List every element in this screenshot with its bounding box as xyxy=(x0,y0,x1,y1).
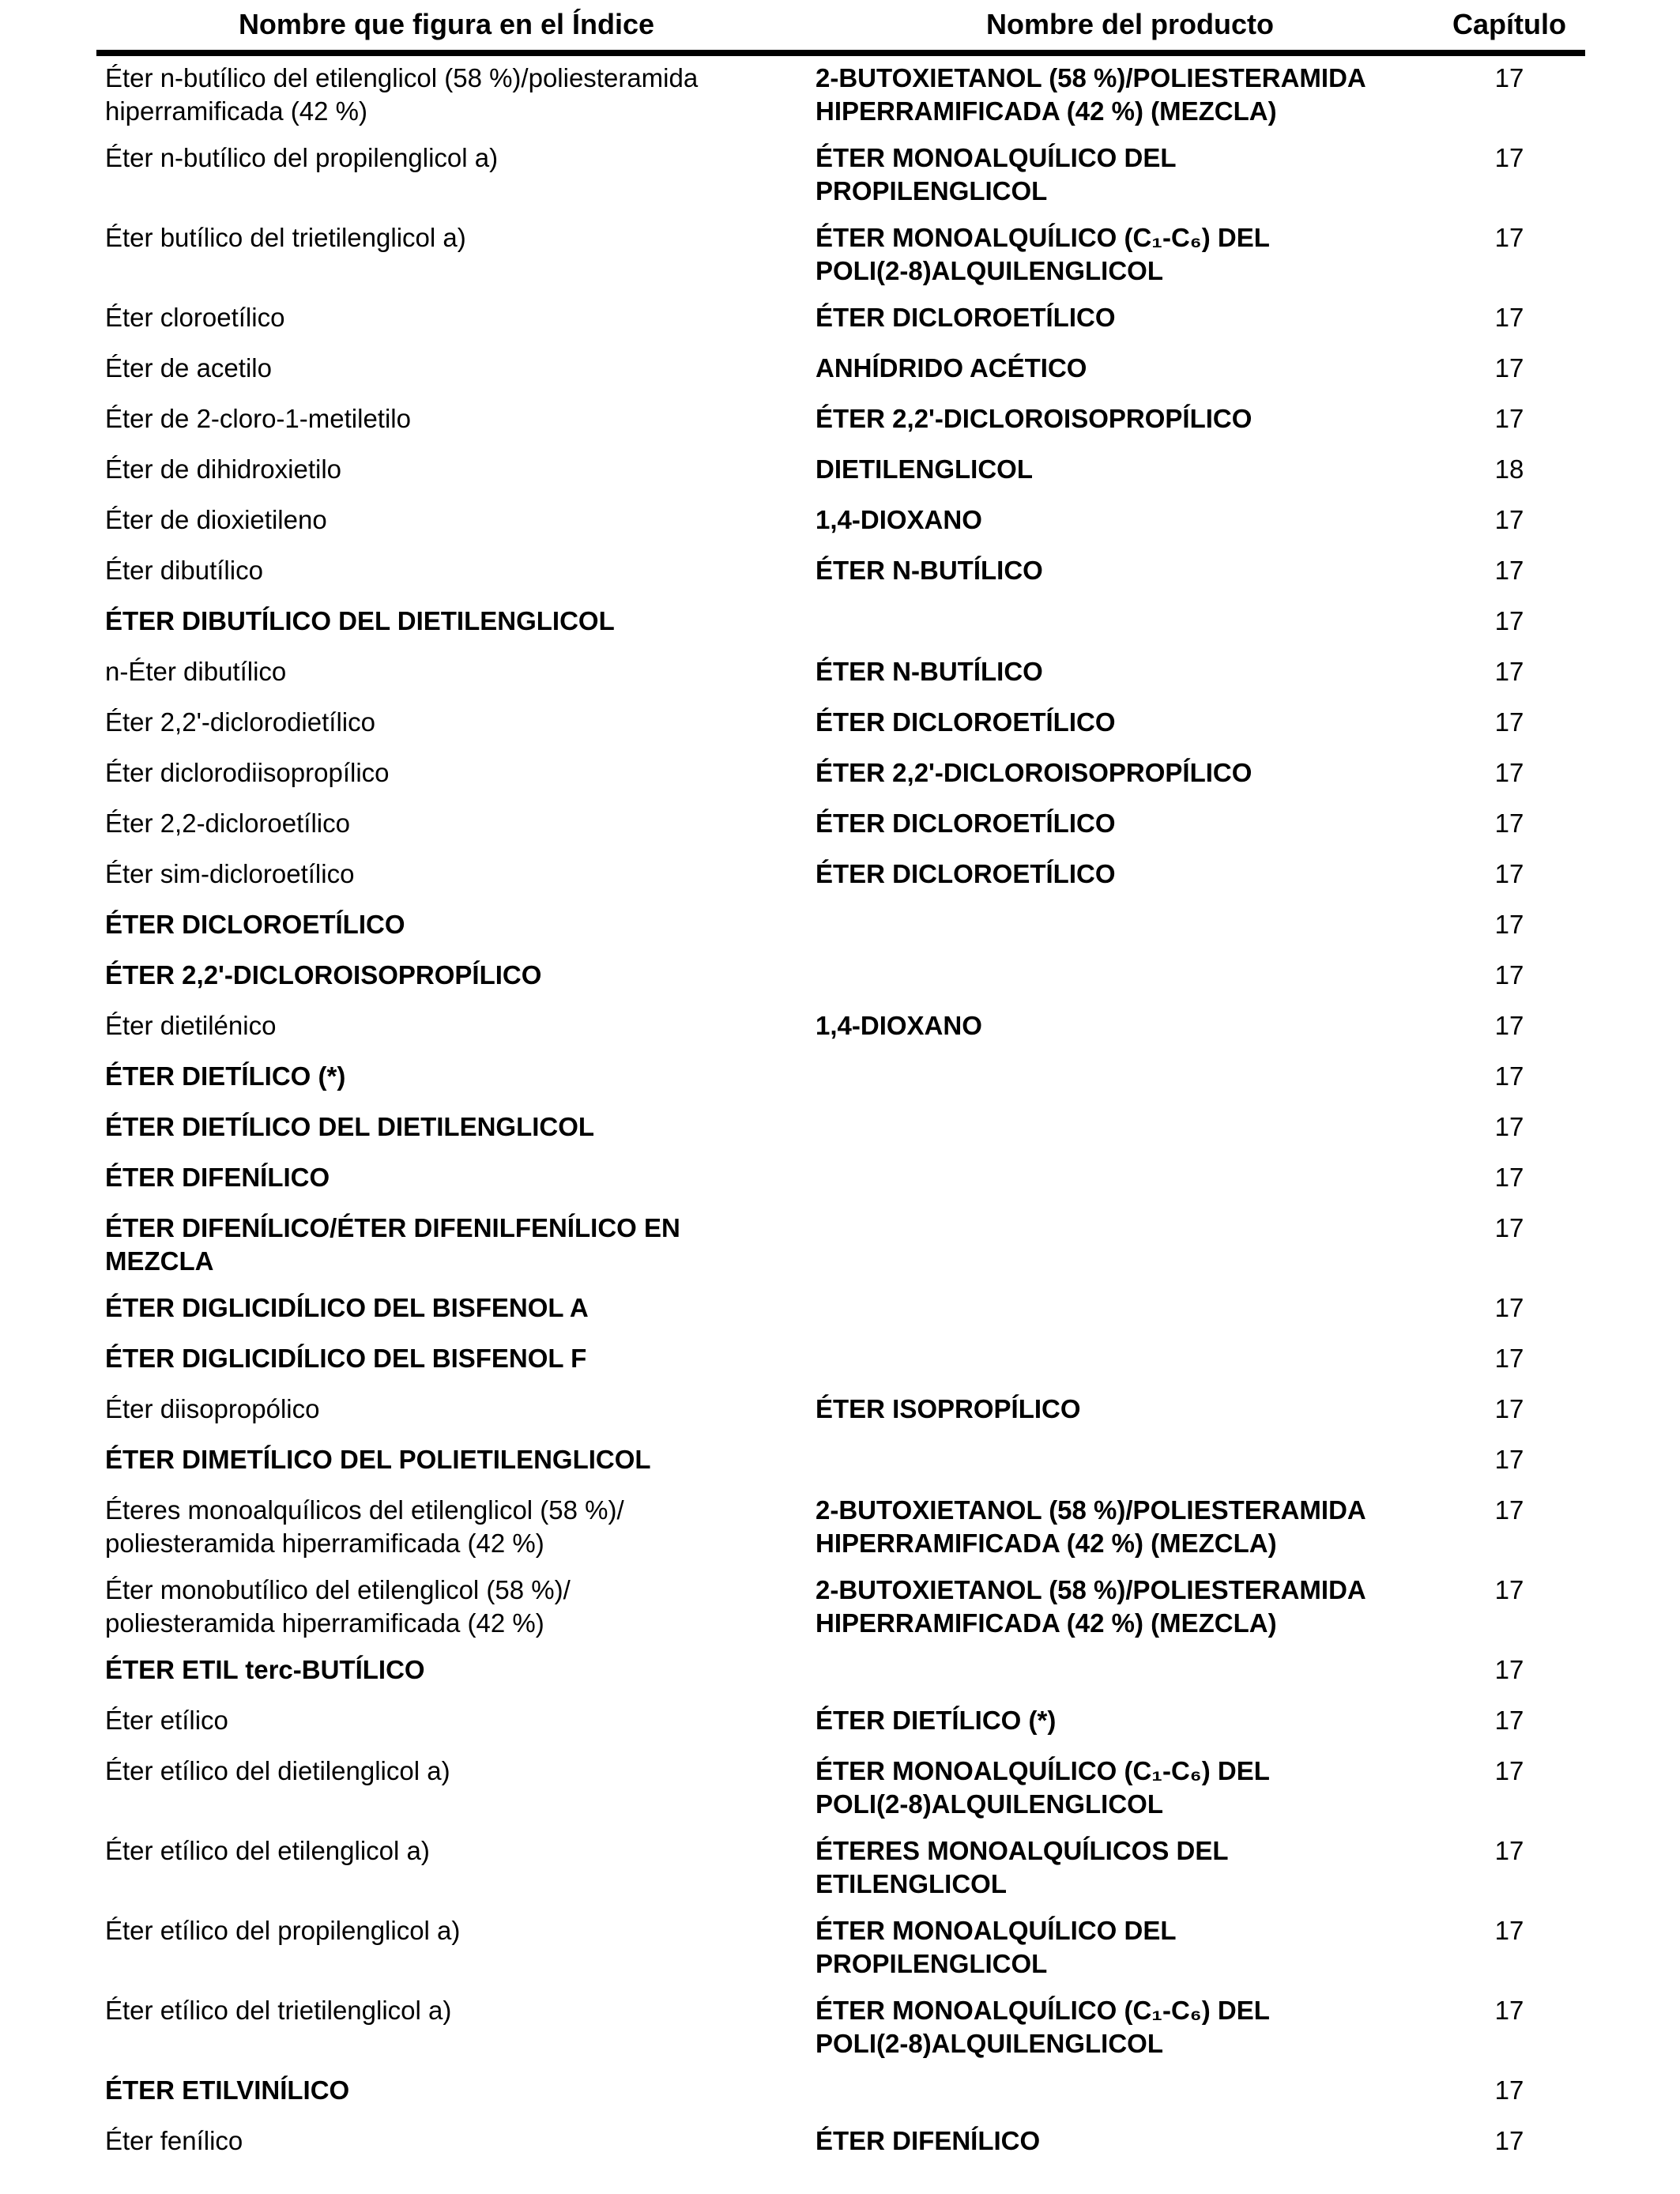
chapter-cell: 17 xyxy=(1494,404,1524,433)
product-name-cell xyxy=(816,655,1440,688)
product-name-cell xyxy=(816,1704,1440,1737)
index-name-line: poliesteramida hiperramificada (42 %) xyxy=(105,1529,544,1558)
index-name-line: ÉTER DIFENÍLICO/ÉTER DIFENILFENÍLICO EN xyxy=(105,1213,680,1242)
product-name-cell xyxy=(816,352,1440,385)
product-name-cell xyxy=(816,301,1440,334)
product-name-cell xyxy=(816,1914,1440,1981)
product-name-cell xyxy=(816,141,1440,208)
index-name-line: Éter 2,2'-diclorodietílico xyxy=(105,707,375,737)
product-name-line: ÉTER ISOPROPÍLICO xyxy=(816,1394,1081,1423)
index-name-line: Éter cloroetílico xyxy=(105,303,285,332)
index-name-line: Éter sim-dicloroetílico xyxy=(105,859,355,888)
product-name-line: ÉTER DICLOROETÍLICO xyxy=(816,809,1116,838)
index-name-cell xyxy=(105,908,777,941)
index-name-line: ÉTER DIGLICIDÍLICO DEL BISFENOL A xyxy=(105,1293,589,1322)
product-name-line: 2-BUTOXIETANOL (58 %)/POLIESTERAMIDA xyxy=(816,63,1366,92)
index-name-line: MEZCLA xyxy=(105,1246,214,1276)
product-name-line: ÉTER DIETÍLICO (*) xyxy=(816,1706,1057,1735)
index-name-cell xyxy=(105,959,777,992)
product-name-line: PROPILENGLICOL xyxy=(816,1949,1048,1978)
product-name-cell xyxy=(816,1009,1440,1042)
product-name-line: HIPERRAMIFICADA (42 %) (MEZCLA) xyxy=(816,96,1277,126)
product-name-line: HIPERRAMIFICADA (42 %) (MEZCLA) xyxy=(816,1529,1277,1558)
chapter-cell: 17 xyxy=(1494,910,1524,939)
chapter-cell: 17 xyxy=(1494,1344,1524,1373)
chapter-cell: 17 xyxy=(1494,63,1524,92)
index-name-cell xyxy=(105,62,777,128)
product-name-line: ÉTER DICLOROETÍLICO xyxy=(816,303,1116,332)
chapter-cell: 17 xyxy=(1494,1011,1524,1040)
chapter-cell: 17 xyxy=(1494,657,1524,686)
chapter-cell: 17 xyxy=(1494,1445,1524,1474)
product-name-cell xyxy=(816,2124,1440,2158)
product-name-cell xyxy=(816,1834,1440,1901)
index-name-line: Éter fenílico xyxy=(105,2126,243,2155)
index-name-line: Éter 2,2-dicloroetílico xyxy=(105,809,350,838)
index-name-line: Éter de acetilo xyxy=(105,353,272,383)
chapter-cell: 17 xyxy=(1494,143,1524,172)
product-name-line: ÉTER 2,2'-DICLOROISOPROPÍLICO xyxy=(816,758,1252,787)
index-name-line: ÉTER ETILVINÍLICO xyxy=(105,2075,350,2105)
chapter-cell: 17 xyxy=(1494,556,1524,585)
index-name-line: Éter n-butílico del propilenglicol a) xyxy=(105,143,499,172)
chapter-cell: 17 xyxy=(1494,859,1524,888)
product-name-cell xyxy=(816,807,1440,840)
index-name-cell xyxy=(105,141,777,175)
chapter-cell: 17 xyxy=(1494,1836,1524,1865)
index-name-cell xyxy=(105,807,777,840)
index-name-cell xyxy=(105,706,777,739)
product-name-line: PROPILENGLICOL xyxy=(816,176,1048,205)
product-name-cell xyxy=(816,402,1440,435)
chapter-cell: 17 xyxy=(1494,809,1524,838)
index-name-line: ÉTER DIETÍLICO (*) xyxy=(105,1061,346,1091)
index-name-cell xyxy=(105,301,777,334)
index-name-line: Éter etílico xyxy=(105,1706,228,1735)
product-name-line: ETILENGLICOL xyxy=(816,1869,1007,1898)
index-name-line: n-Éter dibutílico xyxy=(105,657,287,686)
chapter-cell: 17 xyxy=(1494,1163,1524,1192)
chapter-cell: 17 xyxy=(1494,1655,1524,1684)
product-name-line: ÉTER DIFENÍLICO xyxy=(816,2126,1041,2155)
index-name-line: Éter n-butílico del etilenglicol (58 %)/poliesteramida xyxy=(105,63,699,92)
product-name-line: HIPERRAMIFICADA (42 %) (MEZCLA) xyxy=(816,1608,1277,1638)
product-name-line: ÉTER MONOALQUÍLICO (C₁-C₆) DEL xyxy=(816,1756,1270,1785)
index-name-line: ÉTER DIFENÍLICO xyxy=(105,1163,330,1192)
product-name-cell xyxy=(816,453,1440,486)
chapter-cell: 17 xyxy=(1494,1293,1524,1322)
index-name-cell xyxy=(105,1653,777,1687)
chapter-cell: 17 xyxy=(1494,1706,1524,1735)
index-name-line: Éter diisopropólico xyxy=(105,1394,320,1423)
product-name-cell xyxy=(816,62,1440,128)
chapter-cell: 17 xyxy=(1494,758,1524,787)
column-header-product-name: Nombre del producto xyxy=(985,8,1274,40)
chapter-cell: 17 xyxy=(1494,1112,1524,1141)
product-name-line: DIETILENGLICOL xyxy=(816,454,1033,484)
chapter-cell: 17 xyxy=(1494,2126,1524,2155)
index-name-cell xyxy=(105,554,777,587)
product-name-line: ÉTER DICLOROETÍLICO xyxy=(816,707,1116,737)
product-name-cell xyxy=(816,756,1440,790)
chapter-cell: 17 xyxy=(1494,223,1524,252)
index-name-line: Éter de 2-cloro-1-metiletilo xyxy=(105,404,411,433)
chapter-cell: 17 xyxy=(1494,606,1524,635)
product-name-line: ÉTERES MONOALQUÍLICOS DEL xyxy=(816,1836,1229,1865)
index-name-cell xyxy=(105,1755,777,1788)
index-name-line: Éter dibutílico xyxy=(105,556,263,585)
index-name-line: ÉTER DICLOROETÍLICO xyxy=(105,910,405,939)
product-name-line: 1,4-DIOXANO xyxy=(816,1011,982,1040)
product-name-line: ÉTER DICLOROETÍLICO xyxy=(816,859,1116,888)
index-name-line: ÉTER 2,2'-DICLOROISOPROPÍLICO xyxy=(105,960,542,990)
product-name-line: ÉTER N-BUTÍLICO xyxy=(816,556,1043,585)
chapter-cell: 17 xyxy=(1494,1916,1524,1945)
index-name-line: Éter butílico del trietilenglicol a) xyxy=(105,223,466,252)
index-name-line: Éter dietilénico xyxy=(105,1011,277,1040)
product-name-cell xyxy=(816,503,1440,537)
index-name-line: ÉTER ETIL terc-BUTÍLICO xyxy=(105,1655,425,1684)
product-name-line: ÉTER N-BUTÍLICO xyxy=(816,657,1043,686)
chapter-cell: 17 xyxy=(1494,1394,1524,1423)
chapter-cell: 17 xyxy=(1494,1575,1524,1604)
column-header-index-name: Nombre que figura en el Índice xyxy=(238,8,655,40)
product-name-cell xyxy=(816,858,1440,891)
index-name-cell xyxy=(105,503,777,537)
chapter-cell: 17 xyxy=(1494,303,1524,332)
index-name-line: ÉTER DIBUTÍLICO DEL DIETILENGLICOL xyxy=(105,606,615,635)
index-name-cell xyxy=(105,655,777,688)
index-name-cell xyxy=(105,1914,777,1947)
index-name-cell xyxy=(105,1574,777,1640)
chapter-cell: 17 xyxy=(1494,960,1524,990)
index-name-cell xyxy=(105,1212,777,1278)
index-name-line: Éter de dioxietileno xyxy=(105,505,327,534)
index-name-line: Éter diclorodiisopropílico xyxy=(105,758,390,787)
chapter-cell: 17 xyxy=(1494,707,1524,737)
index-name-line: ÉTER DIGLICIDÍLICO DEL BISFENOL F xyxy=(105,1344,587,1373)
index-name-line: poliesteramida hiperramificada (42 %) xyxy=(105,1608,544,1638)
chapter-cell: 17 xyxy=(1494,1996,1524,2025)
product-name-line: POLI(2-8)ALQUILENGLICOL xyxy=(816,2029,1163,2058)
index-name-line: Éter etílico del propilenglicol a) xyxy=(105,1916,461,1945)
product-name-cell xyxy=(816,221,1440,288)
chapter-cell: 17 xyxy=(1494,1061,1524,1091)
product-name-line: 2-BUTOXIETANOL (58 %)/POLIESTERAMIDA xyxy=(816,1495,1366,1525)
product-name-cell xyxy=(816,1994,1440,2060)
product-name-line: ÉTER MONOALQUÍLICO DEL xyxy=(816,143,1177,172)
chapter-cell: 17 xyxy=(1494,1495,1524,1525)
product-name-cell xyxy=(816,1494,1440,1560)
chapter-cell: 17 xyxy=(1494,505,1524,534)
index-name-cell xyxy=(105,756,777,790)
product-name-line: ÉTER MONOALQUÍLICO (C₁-C₆) DEL xyxy=(816,223,1270,252)
product-name-line: ANHÍDRIDO ACÉTICO xyxy=(816,353,1087,383)
index-name-cell xyxy=(105,2124,777,2158)
index-name-line: ÉTER DIETÍLICO DEL DIETILENGLICOL xyxy=(105,1112,595,1141)
index-name-cell xyxy=(105,221,777,254)
index-name-line: Éter de dihidroxietilo xyxy=(105,454,341,484)
index-name-cell xyxy=(105,1060,777,1093)
chapter-cell: 17 xyxy=(1494,353,1524,383)
index-name-cell xyxy=(105,2074,777,2107)
index-name-cell xyxy=(105,352,777,385)
product-name-cell xyxy=(816,706,1440,739)
index-name-cell xyxy=(105,453,777,486)
product-name-cell xyxy=(816,1574,1440,1640)
product-name-line: POLI(2-8)ALQUILENGLICOL xyxy=(816,256,1163,285)
product-name-cell xyxy=(816,554,1440,587)
index-name-cell xyxy=(105,858,777,891)
index-name-line: hiperramificada (42 %) xyxy=(105,96,367,126)
index-name-line: ÉTER DIMETÍLICO DEL POLIETILENGLICOL xyxy=(105,1445,651,1474)
index-name-cell xyxy=(105,1009,777,1042)
product-name-cell xyxy=(816,1755,1440,1821)
index-name-line: Éter etílico del trietilenglicol a) xyxy=(105,1996,452,2025)
index-name-cell xyxy=(105,1342,777,1375)
chapter-cell: 17 xyxy=(1494,2075,1524,2105)
index-name-cell xyxy=(105,1494,777,1560)
product-name-line: ÉTER MONOALQUÍLICO DEL xyxy=(816,1916,1177,1945)
product-name-cell xyxy=(816,1393,1440,1426)
index-name-line: Éter monobutílico del etilenglicol (58 %)/ xyxy=(105,1575,571,1604)
product-name-line: ÉTER MONOALQUÍLICO (C₁-C₆) DEL xyxy=(816,1996,1270,2025)
index-name-line: Éter etílico del dietilenglicol a) xyxy=(105,1756,450,1785)
product-name-line: POLI(2-8)ALQUILENGLICOL xyxy=(816,1789,1163,1819)
product-name-line: 1,4-DIOXANO xyxy=(816,505,982,534)
index-name-line: Éter etílico del etilenglicol a) xyxy=(105,1836,430,1865)
index-name-cell xyxy=(105,1161,777,1194)
index-name-cell xyxy=(105,1443,777,1476)
index-name-line: Éteres monoalquílicos del etilenglicol (58 %)/ xyxy=(105,1495,624,1525)
index-name-cell xyxy=(105,1110,777,1144)
index-name-cell xyxy=(105,402,777,435)
product-name-line: ÉTER 2,2'-DICLOROISOPROPÍLICO xyxy=(816,404,1252,433)
product-name-line: 2-BUTOXIETANOL (58 %)/POLIESTERAMIDA xyxy=(816,1575,1366,1604)
index-name-cell xyxy=(105,1704,777,1737)
index-name-cell xyxy=(105,1994,777,2027)
index-name-cell xyxy=(105,605,777,638)
index-name-cell xyxy=(105,1393,777,1426)
chapter-cell: 17 xyxy=(1494,1756,1524,1785)
chapter-cell: 18 xyxy=(1494,454,1524,484)
chapter-cell: 17 xyxy=(1494,1213,1524,1242)
index-name-cell xyxy=(105,1834,777,1868)
index-name-cell xyxy=(105,1291,777,1325)
column-header-chapter: Capítulo xyxy=(1452,8,1566,40)
